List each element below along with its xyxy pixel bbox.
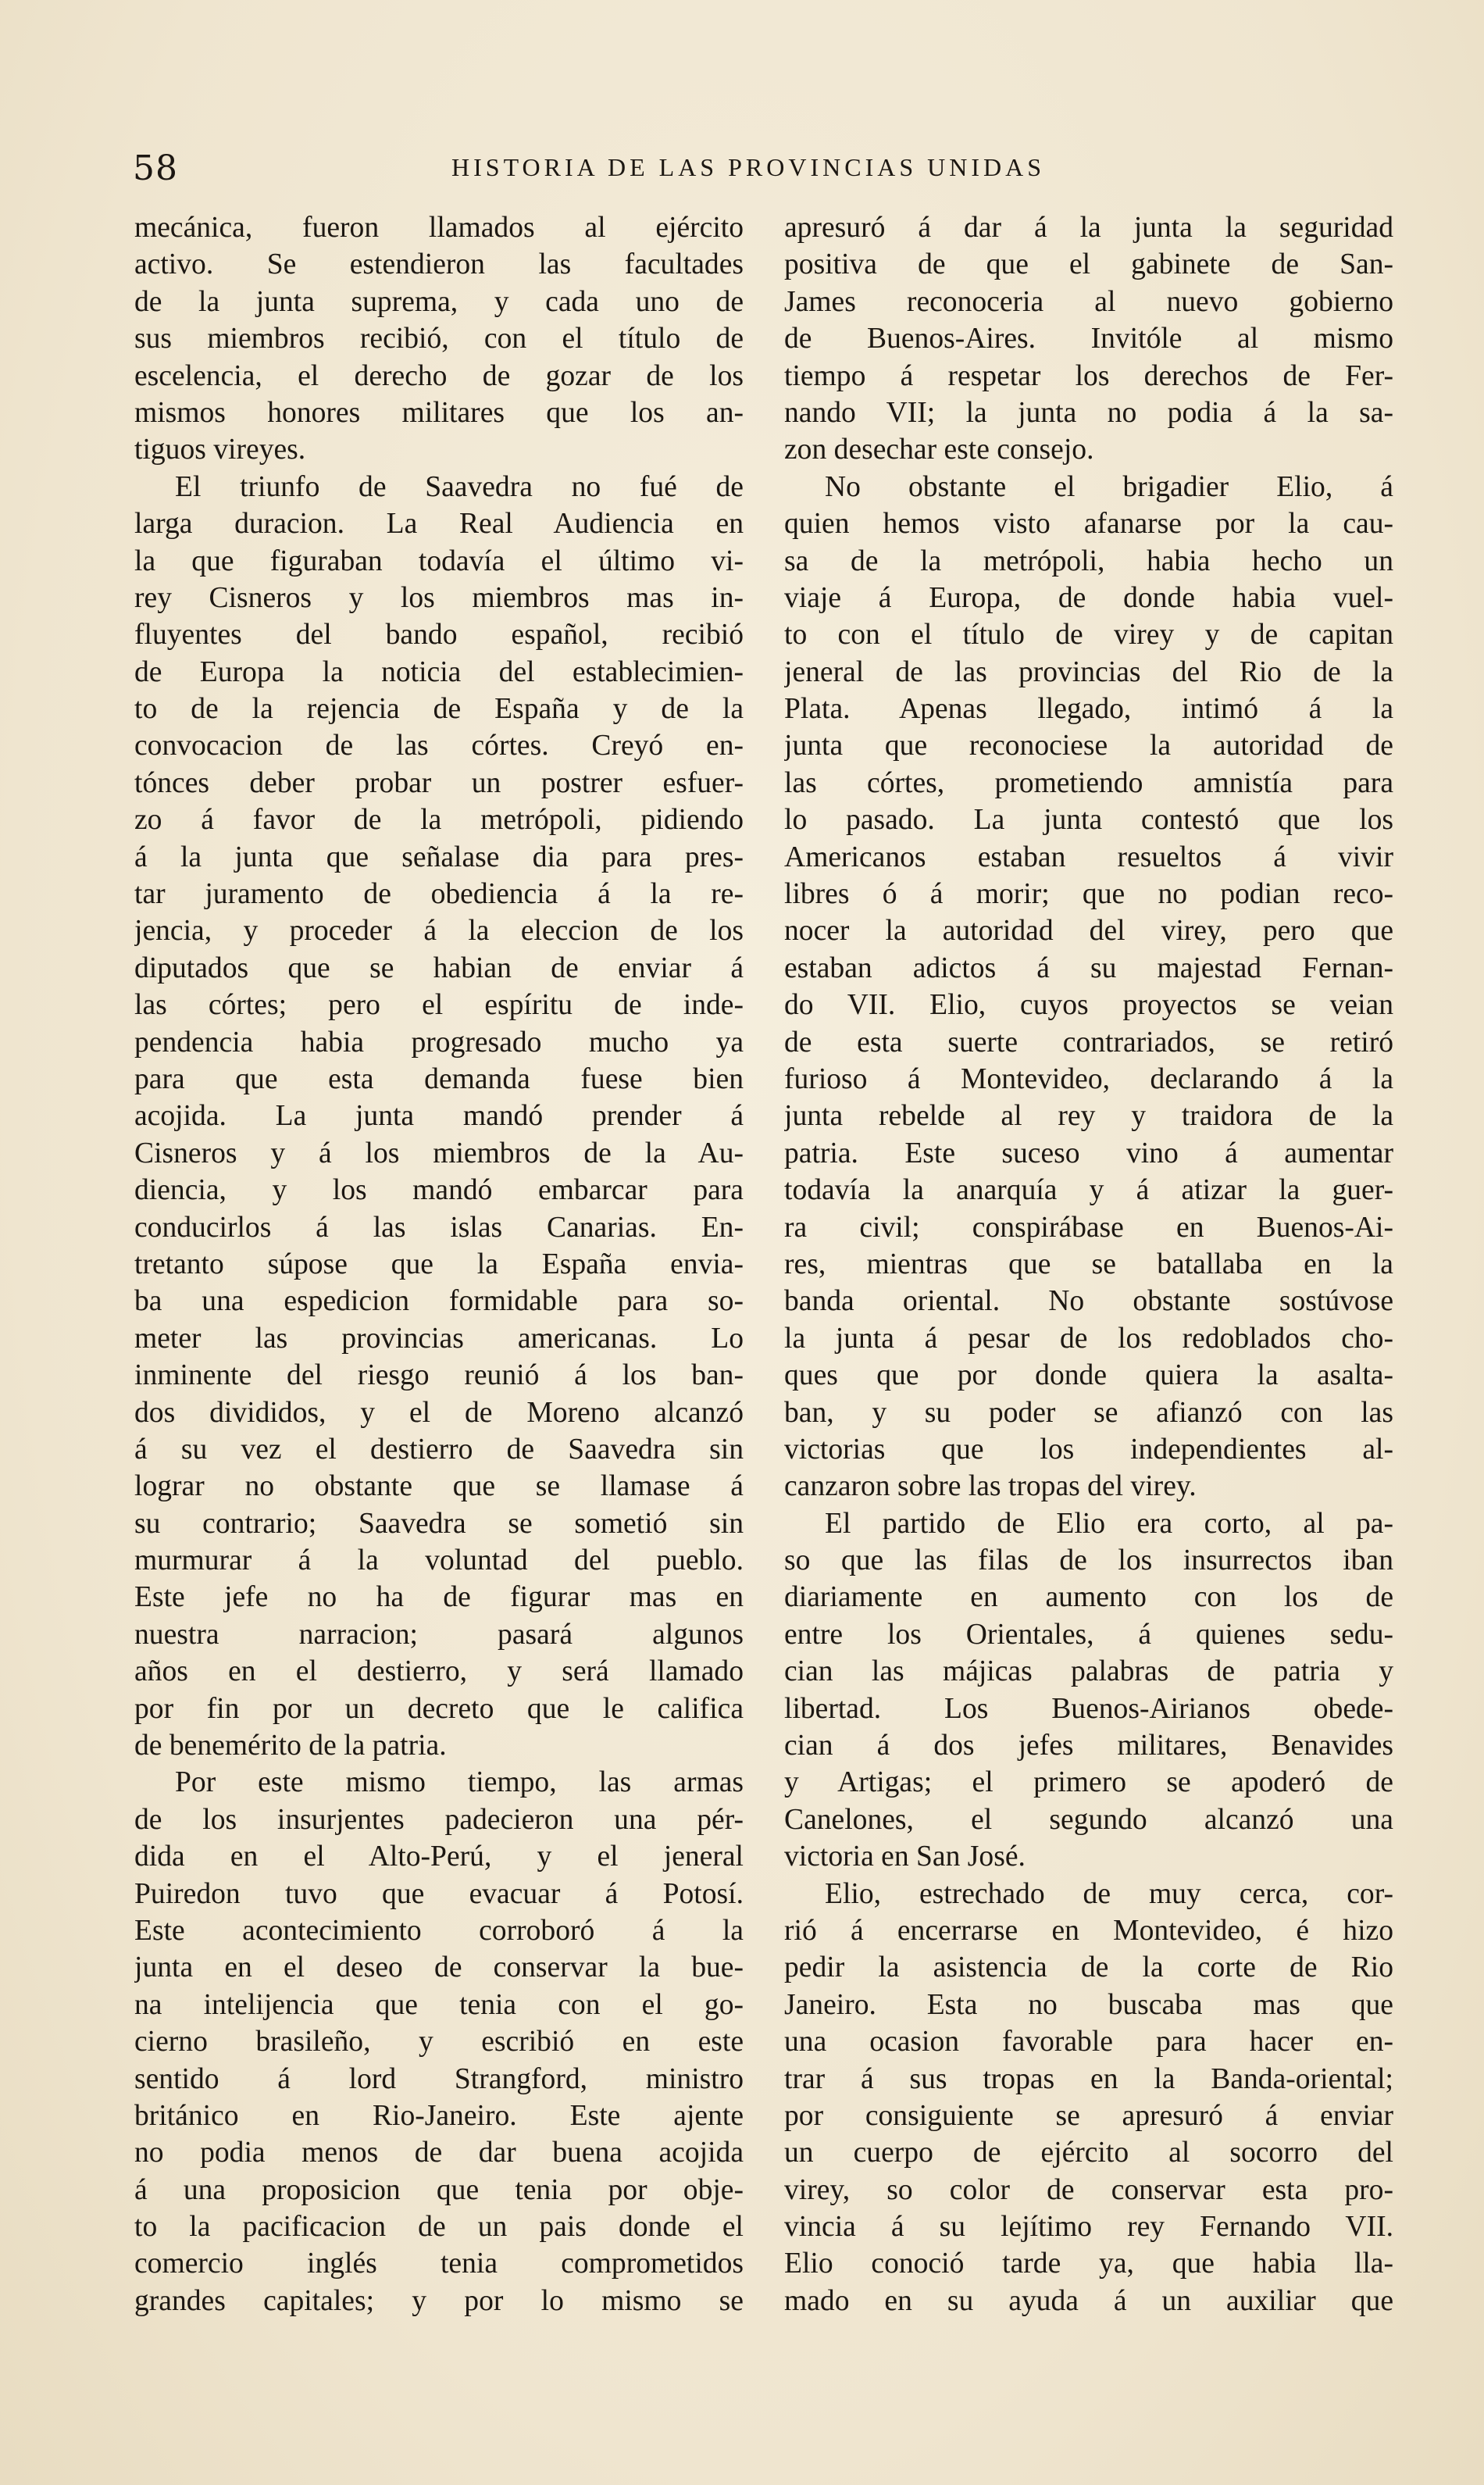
text-line: jeneral de las provincias del Rio de la <box>784 655 1393 688</box>
text-line: ban, y su poder se afianzó con las <box>784 1396 1393 1429</box>
text-line: do VII. Elio, cuyos proyectos se veian <box>784 989 1393 1022</box>
text-line: acojida. La junta mandó prender á <box>134 1100 744 1133</box>
text-line: vincia á su lejítimo rey Fernando VII. <box>784 2211 1393 2244</box>
text-line: cian las májicas palabras de patria y <box>784 1655 1393 1688</box>
text-line: por fin por un decreto que le califica <box>134 1692 744 1725</box>
text-line: Este jefe no ha de figurar mas en <box>134 1581 744 1614</box>
text-line: británico en Rio-Janeiro. Este ajente <box>134 2099 744 2132</box>
text-line: victoria en San José. <box>784 1841 1026 1873</box>
text-line: convocacion de las córtes. Creyó en- <box>134 730 744 762</box>
text-line: Janeiro. Esta no buscaba mas que <box>784 1988 1393 2021</box>
text-line: comercio inglés tenia comprometidos <box>134 2248 744 2280</box>
text-line: Canelones, el segundo alcanzó una <box>784 1803 1393 1836</box>
text-line: junta rebelde al rey y traidora de la <box>784 1100 1393 1133</box>
text-line: na intelijencia que tenia con el go- <box>134 1988 744 2021</box>
text-line: so que las filas de los insurrectos iban <box>784 1544 1393 1577</box>
text-line: su contrario; Saavedra se sometió sin <box>134 1507 744 1540</box>
right-text-column <box>784 209 1393 2319</box>
text-line: zo á favor de la metrópoli, pidiendo <box>134 804 744 837</box>
text-line: una ocasion favorable para hacer en- <box>784 2026 1393 2058</box>
text-line: Elio, estrechado de muy cerca, cor- <box>825 1877 1393 1910</box>
text-line: ques que por donde quiera la asalta- <box>784 1359 1393 1392</box>
left-text-column <box>134 209 744 2319</box>
text-line: virey, so color de conservar esta pro- <box>784 2173 1393 2206</box>
text-line: de Europa la noticia del establecimien- <box>134 655 744 688</box>
text-line: de los insurjentes padecieron una pér- <box>134 1803 744 1836</box>
text-line: banda oriental. No obstante sostúvose <box>784 1285 1393 1318</box>
text-line: á la junta que señalase dia para pres- <box>134 841 744 873</box>
text-line: junta que reconociese la autoridad de <box>784 730 1393 762</box>
text-line: James reconoceria al nuevo gobierno <box>784 285 1393 318</box>
text-line: de benemérito de la patria. <box>134 1730 447 1762</box>
text-line: to la pacificacion de un pais donde el <box>134 2211 744 2244</box>
text-line: tretanto súpose que la España envia- <box>134 1248 744 1280</box>
text-line: la que figuraban todavía el último vi- <box>134 544 744 577</box>
text-line: meter las provincias americanas. Lo <box>134 1322 744 1355</box>
text-line: de esta suerte contrariados, se retiró <box>784 1026 1393 1059</box>
text-line: to de la rejencia de España y de la <box>134 693 744 726</box>
page-header <box>133 148 1406 195</box>
text-line: ra civil; conspirábase en Buenos-Ai- <box>784 1211 1393 1244</box>
text-line: mismos honores militares que los an- <box>134 396 744 429</box>
text-line: pedir la asistencia de la corte de Rio <box>784 1951 1393 1984</box>
text-line: larga duracion. La Real Audiencia en <box>134 508 744 541</box>
text-line: Este acontecimiento corroboró á la <box>134 1914 744 1947</box>
text-line: murmurar á la voluntad del pueblo. <box>134 1544 744 1577</box>
text-line: canzaron sobre las tropas del virey. <box>784 1470 1197 1503</box>
text-line: El triunfo de Saavedra no fué de <box>175 470 744 503</box>
page-number: 58 <box>133 148 178 188</box>
text-line: las córtes, prometiendo amnistía para <box>784 766 1393 799</box>
text-line: grandes capitales; y por lo mismo se <box>134 2284 744 2317</box>
text-line: de la junta suprema, y cada uno de <box>134 285 744 318</box>
text-line: diencia, y los mandó embarcar para <box>134 1174 744 1207</box>
text-line: Puiredon tuvo que evacuar á Potosí. <box>134 1877 744 1910</box>
text-line: sa de la metrópoli, habia hecho un <box>784 544 1393 577</box>
text-line: sentido á lord Strangford, ministro <box>134 2062 744 2095</box>
text-line: sus miembros recibió, con el título de <box>134 323 744 355</box>
text-line: pendencia habia progresado mucho ya <box>134 1026 744 1059</box>
text-line: trar á sus tropas en la Banda-oriental; <box>784 2062 1393 2095</box>
text-line: libres ó á morir; que no podian reco- <box>784 878 1393 911</box>
text-line: lo pasado. La junta contestó que los <box>784 804 1393 837</box>
text-line: dos divididos, y el de Moreno alcanzó <box>134 1396 744 1429</box>
text-line: ba una espedicion formidable para so- <box>134 1285 744 1318</box>
text-line: entre los Orientales, á quienes sedu- <box>784 1618 1393 1651</box>
text-line: la junta á pesar de los redoblados cho- <box>784 1322 1393 1355</box>
text-line: á una proposicion que tenia por obje- <box>134 2173 744 2206</box>
text-line: nuestra narracion; pasará algunos <box>134 1618 744 1651</box>
text-line: nocer la autoridad del virey, pero que <box>784 915 1393 948</box>
text-line: Elio conoció tarde ya, que habia lla- <box>784 2248 1393 2280</box>
text-line: para que esta demanda fuese bien <box>134 1062 744 1095</box>
text-line: tónces deber probar un postrer esfuer- <box>134 766 744 799</box>
text-line: zon desechar este consejo. <box>784 434 1094 466</box>
text-line: activo. Se estendieron las facultades <box>134 248 744 281</box>
text-line: por consiguiente se apresuró á enviar <box>784 2099 1393 2132</box>
text-line: cierno brasileño, y escribió en este <box>134 2026 744 2058</box>
text-line: escelencia, el derecho de gozar de los <box>134 359 744 392</box>
text-line: nando VII; la junta no podia á la sa- <box>784 396 1393 429</box>
text-line: todavía la anarquía y á atizar la guer- <box>784 1174 1393 1207</box>
text-line: libertad. Los Buenos-Airianos obede- <box>784 1692 1393 1725</box>
text-line: mado en su ayuda á un auxiliar que <box>784 2284 1393 2317</box>
text-line: las córtes; pero el espíritu de inde- <box>134 989 744 1022</box>
text-line: dida en el Alto-Perú, y el jeneral <box>134 1841 744 1873</box>
text-line: furioso á Montevideo, declarando á la <box>784 1062 1393 1095</box>
text-line: mecánica, fueron llamados al ejército <box>134 212 744 244</box>
text-line: viaje á Europa, de donde habia vuel- <box>784 581 1393 614</box>
running-title: HISTORIA DE LAS PROVINCIAS UNIDAS <box>451 153 1046 181</box>
text-line: patria. Este suceso vino á aumentar <box>784 1137 1393 1169</box>
text-line: diputados que se habian de enviar á <box>134 952 744 984</box>
text-line: fluyentes del bando español, recibió <box>134 619 744 652</box>
text-line: quien hemos visto afanarse por la cau- <box>784 508 1393 541</box>
text-line: Por este mismo tiempo, las armas <box>175 1766 744 1799</box>
text-line: positiva de que el gabinete de San- <box>784 248 1393 281</box>
text-line: No obstante el brigadier Elio, á <box>825 470 1393 503</box>
text-line: y Artigas; el primero se apoderó de <box>784 1766 1393 1799</box>
text-line: res, mientras que se batallaba en la <box>784 1248 1393 1280</box>
text-line: jencia, y proceder á la eleccion de los <box>134 915 744 948</box>
text-line: El partido de Elio era corto, al pa- <box>825 1507 1393 1540</box>
text-line: de Buenos-Aires. Invitóle al mismo <box>784 323 1393 355</box>
text-line: estaban adictos á su majestad Fernan- <box>784 952 1393 984</box>
text-line: un cuerpo de ejército al socorro del <box>784 2137 1393 2169</box>
text-line: rey Cisneros y los miembros mas in- <box>134 581 744 614</box>
text-line: Plata. Apenas llegado, intimó á la <box>784 693 1393 726</box>
text-line: rió á encerrarse en Montevideo, é hizo <box>784 1914 1393 1947</box>
text-line: años en el destierro, y será llamado <box>134 1655 744 1688</box>
text-line: to con el título de virey y de capitan <box>784 619 1393 652</box>
text-line: victorias que los independientes al- <box>784 1433 1393 1466</box>
text-line: tar juramento de obediencia á la re- <box>134 878 744 911</box>
text-line: no podia menos de dar buena acojida <box>134 2137 744 2169</box>
text-line: lograr no obstante que se llamase á <box>134 1470 744 1503</box>
text-line: Americanos estaban resueltos á vivir <box>784 841 1393 873</box>
text-line: cian á dos jefes militares, Benavides <box>784 1730 1393 1762</box>
text-line: junta en el deseo de conservar la bue- <box>134 1951 744 1984</box>
text-line: tiempo á respetar los derechos de Fer- <box>784 359 1393 392</box>
text-line: diariamente en aumento con los de <box>784 1581 1393 1614</box>
text-line: á su vez el destierro de Saavedra sin <box>134 1433 744 1466</box>
text-line: tiguos vireyes. <box>134 434 306 466</box>
text-line: inminente del riesgo reunió á los ban- <box>134 1359 744 1392</box>
text-line: Cisneros y á los miembros de la Au- <box>134 1137 744 1169</box>
text-line: apresuró á dar á la junta la seguridad <box>784 212 1393 244</box>
text-line: conducirlos á las islas Canarias. En- <box>134 1211 744 1244</box>
